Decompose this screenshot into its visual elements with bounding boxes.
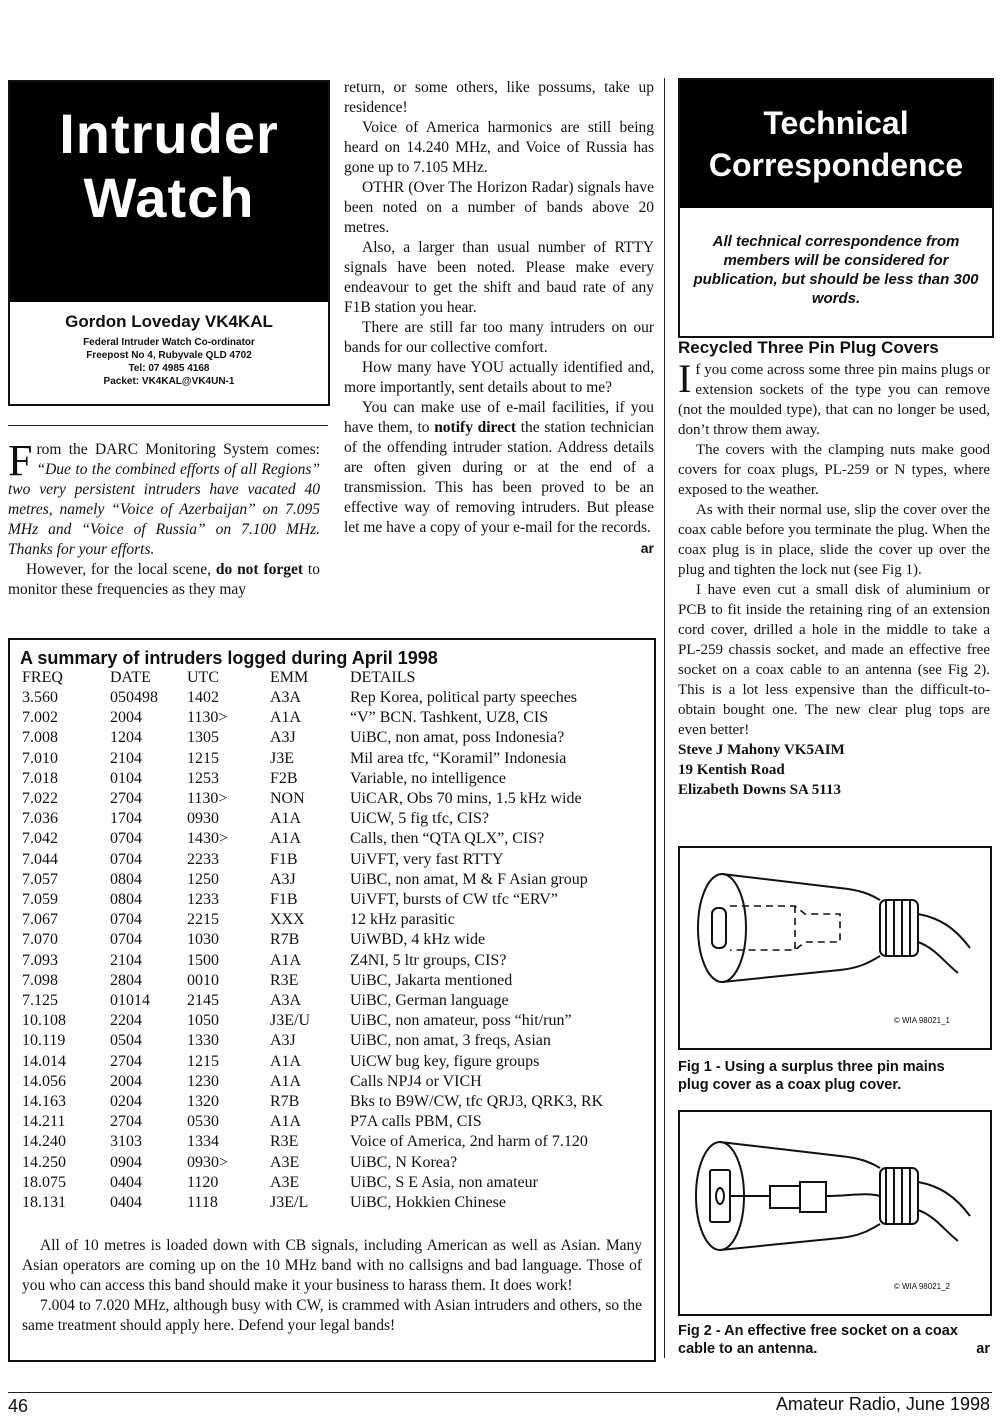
- table-cell: 7.018: [22, 769, 58, 787]
- middle-p6: You can make use of e-mail facilities, if you have them, to notify direct the station technician of the offending intruder station. Address details are often given during or at the end of a transmission. This has been proved to be an effective way of removing intruders. But please let me have a copy of your e-mail for the records.: [344, 399, 655, 536]
- table-cell: 7.010: [22, 749, 58, 767]
- table-cell: A3A: [270, 992, 302, 1009]
- table-cell: Bks to B9W/CW, tfc QRJ3, QRK3, RK: [350, 1093, 604, 1110]
- table-cell: UiBC, Hokkien Chinese: [350, 1194, 506, 1211]
- column-divider-right: [664, 78, 665, 1358]
- table-cell: 1233: [187, 891, 219, 908]
- table-cell: A3E: [270, 1173, 300, 1191]
- table-cell: 14.250: [22, 1153, 66, 1171]
- table-cell: 14.056: [22, 1072, 66, 1090]
- fig2-end-mark: ar: [976, 1341, 990, 1357]
- author-block: [10, 312, 328, 388]
- middle-column-text: [344, 78, 654, 556]
- table-cell: 7.022: [22, 790, 58, 807]
- table-cell: 0530: [187, 1113, 219, 1131]
- table-cell: A1A: [270, 709, 302, 727]
- left-column-text: [8, 436, 320, 600]
- table-cell: 0804: [110, 891, 142, 908]
- table-cell: J3E: [270, 749, 294, 767]
- table-cell: 1500: [187, 951, 219, 969]
- table-cell: UiBC, non amat, M & F Asian group: [350, 870, 588, 888]
- table-cell: 14.211: [22, 1113, 66, 1131]
- table-cell: Mil area tfc, “Koramil” Indonesia: [350, 749, 567, 767]
- table-cell: 1130>: [187, 790, 228, 807]
- table-cell: A1A: [270, 830, 302, 848]
- table-cell: 14.014: [22, 1052, 66, 1070]
- intruder-watch-title: Intruder Watch: [10, 82, 328, 302]
- table-cell: UiBC, N Korea?: [350, 1153, 458, 1171]
- page-number: 46: [8, 1396, 29, 1416]
- end-mark: ar: [640, 540, 654, 556]
- table-cell: 1130>: [187, 709, 228, 727]
- table-cell: UiVFT, bursts of CW tfc “ERV”: [350, 891, 558, 908]
- table-cell: 0904: [110, 1153, 142, 1171]
- table-cell: 1030: [187, 931, 219, 949]
- table-cell: A1A: [270, 1052, 302, 1070]
- table-cell: 1215: [187, 1052, 219, 1070]
- table-cell: 1118: [187, 1194, 218, 1211]
- table-cell: UiBC, non amat, poss Indonesia?: [350, 729, 565, 747]
- table-cell: 0704: [110, 911, 142, 929]
- table-cell: 1253: [187, 769, 219, 787]
- table-cell: 0930>: [187, 1153, 229, 1171]
- table-cell: Calls, then “QTA QLX”, CIS?: [350, 830, 545, 848]
- author-tel: Tel: 07 4985 4168: [128, 363, 210, 374]
- signature-name: Steve J Mahony VK5AIM: [678, 742, 845, 758]
- table-cell: 2004: [110, 1072, 142, 1090]
- table-cell: 1320: [187, 1093, 219, 1110]
- table-header-cell: DATE: [110, 669, 151, 686]
- table-cell: F1B: [270, 850, 298, 868]
- table-cell: F2B: [270, 769, 298, 787]
- table-cell: 0804: [110, 870, 142, 888]
- table-cell: P7A calls PBM, CIS: [350, 1113, 482, 1131]
- table-cell: A3J: [270, 1032, 296, 1050]
- table-cell: 7.057: [22, 870, 58, 888]
- table-cell: 7.125: [22, 992, 58, 1009]
- table-cell: A3J: [270, 729, 296, 747]
- author-role: Federal Intruder Watch Co-ordinator: [83, 337, 255, 348]
- fig2-credit: © WIA 98021_2: [893, 1282, 950, 1291]
- table-cell: R3E: [270, 971, 299, 989]
- table-cell: 7.002: [22, 709, 58, 727]
- article-p2: The covers with the clamping nuts make good covers for coax plugs, PL-259 or N types, where exposed to the weather.: [678, 442, 990, 498]
- table-cell: 1050: [187, 1012, 219, 1030]
- table-cell: 0204: [110, 1093, 142, 1110]
- table-cell: 2104: [110, 951, 142, 969]
- local-scene-paragraph: However, for the local scene, do not forget to monitor these frequencies as they may: [8, 561, 320, 598]
- table-cell: 1305: [187, 729, 219, 747]
- table-cell: 0704: [110, 830, 142, 848]
- table-header-cell: UTC: [187, 669, 219, 686]
- table-header-cell: EMM: [270, 669, 309, 686]
- table-cell: UiBC, S E Asia, non amateur: [350, 1173, 538, 1191]
- table-cell: 2804: [110, 971, 142, 989]
- dropcap-i: I: [678, 356, 692, 401]
- table-cell: A3A: [270, 689, 302, 706]
- fig1-caption: Fig 1 - Using a surplus three pin mains plug cover as a coax plug cover.: [678, 1059, 945, 1093]
- darc-paragraph: From the DARC Monitoring System comes: “Due to the combined efforts of all Regions” two very persistent intruders have vacated 40 metres, namely “Voice of Azerbaijan” on 7.095 MHz and “Voice of Russia” on 7.100 MHz. Thanks for your efforts.: [8, 436, 320, 558]
- table-cell: 7.036: [22, 810, 58, 828]
- signature-address-1: 19 Kentish Road: [678, 762, 785, 778]
- table-cell: 7.067: [22, 911, 58, 929]
- middle-p3: Also, a larger than usual number of RTTY signals have been noted. Please make every endeavour to get the shift and baud rate of any F1B station you hear.: [344, 239, 654, 316]
- table-cell: 10.119: [22, 1032, 66, 1050]
- table-cell: 12 kHz parasitic: [350, 911, 455, 929]
- table-cell: 7.098: [22, 971, 58, 989]
- table-header-cell: DETAILS: [350, 669, 416, 686]
- table-cell: 1215: [187, 749, 219, 767]
- table-header-cell: FREQ: [22, 669, 63, 686]
- table-cell: A1A: [270, 810, 302, 828]
- table-cell: 3103: [110, 1133, 142, 1151]
- table-cell: 0010: [187, 971, 219, 989]
- table-cell: 18.075: [22, 1173, 66, 1191]
- summary-title: A summary of intruders logged during April 1998: [20, 648, 438, 668]
- table-cell: F1B: [270, 891, 298, 908]
- table-cell: 0104: [110, 769, 142, 787]
- intruder-summary-box: [8, 638, 656, 1362]
- table-cell: Calls NPJ4 or VICH: [350, 1072, 482, 1090]
- summary-p2: 7.004 to 7.020 MHz, although busy with CW, is crammed with Asian intruders and others, so the same treatment should apply here. Defend your legal bands!: [22, 1297, 642, 1334]
- table-cell: 2704: [110, 1113, 142, 1131]
- author-packet: Packet: VK4KAL@VK4UN-1: [103, 376, 235, 387]
- table-cell: 0404: [110, 1173, 142, 1191]
- middle-p0: return, or some others, like possums, take up residence!: [344, 79, 654, 116]
- table-cell: 1120: [187, 1173, 219, 1191]
- publication-name: Amateur Radio, June 1998: [775, 1394, 990, 1414]
- table-cell: 2704: [110, 790, 142, 807]
- table-cell: UiCW bug key, figure groups: [350, 1052, 540, 1070]
- table-cell: 10.108: [22, 1012, 66, 1030]
- table-cell: Z4NI, 5 ltr groups, CIS?: [350, 951, 507, 969]
- table-cell: NON: [270, 790, 305, 807]
- table-cell: 7.042: [22, 830, 58, 848]
- table-cell: UiBC, German language: [350, 992, 509, 1009]
- table-cell: UiBC, non amat, 3 freqs, Asian: [350, 1032, 551, 1050]
- table-cell: Voice of America, 2nd harm of 7.120: [350, 1133, 588, 1151]
- technical-correspondence-header: [678, 78, 994, 338]
- table-cell: 2215: [187, 911, 219, 929]
- table-cell: 3.560: [22, 689, 58, 706]
- table-cell: 7.044: [22, 850, 58, 868]
- article-p1: If you come across some three pin mains plugs or extension sockets of the type you can remove (not the moulded type), that can no longer be used, don’t throw them away.: [678, 356, 990, 438]
- article-p3: As with their normal use, slip the cover over the coax cable before you terminate the plug. When the coax plug is in place, slide the cover up over the plug and tighten the lock nut (see Fig 1).: [678, 502, 990, 578]
- table-cell: 0504: [110, 1032, 142, 1050]
- table-cell: A3J: [270, 870, 296, 888]
- article-p4: I have even cut a small disk of aluminium or PCB to fit inside the retaining ring of an extension cord cover, drilled a hole in the middle to take a PL-259 chassis socket, and made an effective free socket on a coax cable to an antenna (see Fig 2). This is a lot less expensive than the difficult-to-obtain bought one. The new clear plug tops are even better!: [678, 582, 990, 738]
- technical-note: All technical correspondence from members will be considered for publication, but should be less than 300 words.: [693, 233, 979, 307]
- fig2-caption: Fig 2 - An effective free socket on a coax cable to an antenna. ar: [678, 1323, 990, 1357]
- table-cell: 18.131: [22, 1194, 66, 1211]
- author-address: Freepost No 4, Rubyvale QLD 4702: [86, 350, 252, 361]
- table-cell: 01014: [110, 992, 150, 1009]
- table-cell: 7.059: [22, 891, 58, 908]
- table-cell: 1704: [110, 810, 142, 828]
- table-cell: A3E: [270, 1153, 300, 1171]
- table-cell: 14.240: [22, 1133, 66, 1151]
- left-column-divider: [8, 425, 328, 426]
- table-cell: Variable, no intelligence: [350, 769, 506, 787]
- table-cell: 0404: [110, 1194, 142, 1211]
- table-cell: 7.093: [22, 951, 58, 969]
- summary-notes: [22, 1236, 642, 1336]
- footer-rule: [8, 1392, 992, 1393]
- darc-quote: “Due to the combined efforts of all Regions” two very persistent intruders have vacated 40 metres, namely “Voice of Azerbaijan” on 7.095 MHz and “Voice of Russia” on 7.100 MHz. Thanks for your efforts.: [8, 461, 320, 558]
- figure-1: [678, 846, 992, 1050]
- middle-p5: How many have YOU actually identified and, more importantly, sent details about to me?: [344, 359, 654, 396]
- table-cell: A1A: [270, 951, 302, 969]
- table-cell: A1A: [270, 1072, 302, 1090]
- table-cell: UiBC, Jakarta mentioned: [350, 971, 513, 989]
- table-cell: A1A: [270, 1113, 302, 1131]
- dropcap-f: F: [8, 436, 33, 485]
- table-cell: 1230: [187, 1072, 219, 1090]
- table-cell: R7B: [270, 931, 300, 949]
- table-cell: 0704: [110, 931, 142, 949]
- table-cell: J3E/L: [270, 1194, 309, 1211]
- technical-article: [678, 338, 990, 800]
- table-cell: 2204: [110, 1012, 142, 1030]
- table-cell: 1430>: [187, 830, 229, 848]
- table-cell: 7.070: [22, 931, 58, 949]
- table-cell: R7B: [270, 1093, 300, 1110]
- middle-p2: OTHR (Over The Horizon Radar) signals have been noted on a number of bands above 20 metres.: [344, 179, 654, 236]
- table-cell: 2004: [110, 709, 142, 727]
- table-cell: 1204: [110, 729, 142, 747]
- table-cell: 050498: [110, 689, 158, 706]
- table-cell: 14.163: [22, 1093, 66, 1110]
- summary-p1: All of 10 metres is loaded down with CB signals, including American as well as Asian. Many Asian operators are coming up on the 10 MHz band with no callsigns and bad language. Those of you who can access this band should make it your business to harass them. It does work!: [22, 1237, 642, 1294]
- middle-p1: Voice of America harmonics are still being heard on 14.240 MHz, and Voice of Russia has gone up to 7.105 MHz.: [344, 119, 654, 176]
- technical-correspondence-title: Technical Correspondence: [680, 80, 992, 208]
- table-cell: UiBC, non amateur, poss “hit/run”: [350, 1012, 572, 1030]
- table-cell: UiCAR, Obs 70 mins, 1.5 kHz wide: [350, 790, 582, 807]
- article-heading: Recycled Three Pin Plug Covers: [678, 338, 939, 357]
- table-cell: UiWBD, 4 kHz wide: [350, 931, 486, 949]
- table-cell: 2233: [187, 850, 219, 868]
- table-cell: J3E/U: [270, 1012, 310, 1030]
- table-cell: R3E: [270, 1133, 299, 1151]
- table-cell: 1250: [187, 870, 219, 888]
- table-cell: 7.008: [22, 729, 58, 747]
- middle-p4: There are still far too many intruders on our bands for our collective comfort.: [344, 319, 654, 356]
- table-cell: UiCW, 5 fig tfc, CIS?: [350, 810, 489, 828]
- figure-2: [678, 1110, 992, 1316]
- table-cell: 0930: [187, 810, 219, 828]
- intruder-watch-header: [8, 80, 330, 406]
- table-cell: XXX: [270, 911, 305, 929]
- signature-address-2: Elizabeth Downs SA 5113: [678, 782, 841, 798]
- table-cell: 2704: [110, 1052, 142, 1070]
- table-cell: 0704: [110, 850, 142, 868]
- table-cell: 2145: [187, 992, 219, 1009]
- table-cell: 2104: [110, 749, 142, 767]
- table-cell: UiVFT, very fast RTTY: [350, 850, 504, 868]
- table-cell: 1330: [187, 1032, 219, 1050]
- table-cell: “V” BCN. Tashkent, UZ8, CIS: [350, 709, 549, 727]
- table-cell: Rep Korea, political party speeches: [350, 689, 578, 706]
- table-cell: 1402: [187, 689, 219, 706]
- fig1-credit: © WIA 98021_1: [893, 1016, 950, 1025]
- table-cell: 1334: [187, 1133, 219, 1151]
- author-name: Gordon Loveday VK4KAL: [65, 312, 273, 331]
